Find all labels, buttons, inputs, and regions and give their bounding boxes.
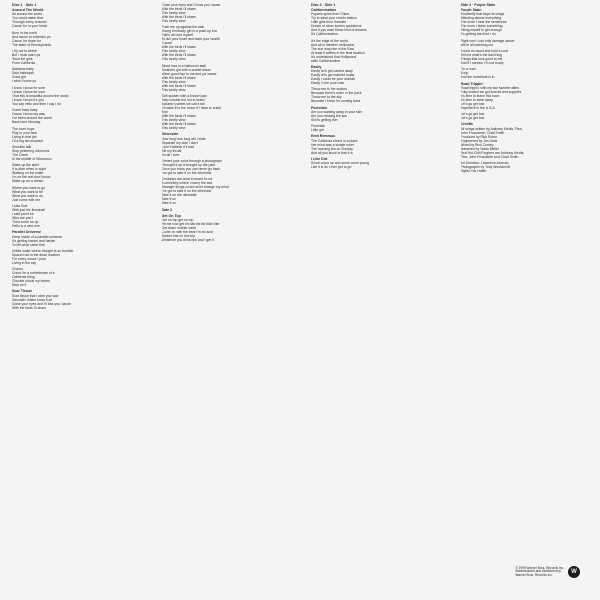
- song-block: [311, 134, 445, 154]
- lyric-line: Cause I'm in your heart: [12, 24, 47, 29]
- lyric-line: Right now I can only damage dance: [460, 38, 515, 43]
- lyric-line: Flea, John Frusciante and Chad Smith: [460, 154, 519, 159]
- lyric-line: I don't believe it's bad: [161, 144, 194, 149]
- lyric-line: Young Kentucky girl in a push-up bra: [161, 29, 217, 34]
- lyric-line: What you want to do: [12, 193, 43, 198]
- song-title: Californication: [311, 8, 337, 12]
- lyric-line: You could make time: [12, 16, 44, 21]
- lyric-line: Easily I'd be your man: [311, 80, 345, 85]
- lyric-line: Once you know you can never go back: [161, 166, 220, 171]
- lyric-line: Play in your face: [12, 130, 38, 135]
- lyric-line: sells Californication: [311, 58, 341, 63]
- lyric-line: The more I hear the sentences: [460, 20, 507, 25]
- lyric-line: This lonely view: [161, 118, 186, 123]
- lyric-line: This lonely view: [161, 87, 186, 92]
- song-title: I Like Dirt: [311, 156, 328, 161]
- lyric-line: With the birds I'll share: [161, 53, 196, 58]
- lyric-line: This lonely view: [161, 57, 186, 62]
- lyric-line: Are you wasting away in your skin: [311, 109, 363, 114]
- column: [461, 3, 595, 596]
- lyric-line: It's Californication: [311, 32, 338, 37]
- lyric-line: I'm a road: [460, 67, 476, 72]
- song-block: [311, 65, 445, 104]
- lyric-line: It's time to leave this town: [460, 93, 500, 98]
- lyric-line: Living in the sky: [12, 260, 37, 265]
- song-block: [12, 8, 146, 228]
- lyric-line: How long how long will I slide: [161, 136, 206, 141]
- lyric-line: That this is beautiful around the world: [12, 93, 69, 98]
- lyric-line: I'll make it to the moon if I have to crawl: [161, 106, 221, 111]
- lyric-line: With the birds I'll share: [161, 45, 196, 50]
- lyric-line: Come on with the beat I'm an acid: [161, 230, 213, 235]
- record-label-logo-icon: [568, 566, 580, 578]
- lyric-line: Her mind was a simple rover: [311, 142, 354, 147]
- lyric-line: A butterfly that flaps its wings: [460, 12, 505, 17]
- lyric-line: I've got to take it on the otherside: [161, 189, 212, 194]
- lyric-line: Step outside but not to brawl: [161, 98, 205, 103]
- song-block: [162, 132, 296, 205]
- lyric-line: Step on it: [12, 283, 27, 288]
- lyric-line: Stranger things could never change my mind: [161, 185, 229, 190]
- disc-side-label: Disc 1 · Side 1: [12, 3, 37, 7]
- lyric-line: I wish I knew ya: [12, 79, 36, 84]
- lyric-line: I know I know for sure: [12, 89, 45, 94]
- lyric-line: But I must warn ya: [12, 52, 41, 57]
- song-block: [162, 214, 296, 242]
- lyric-line: Produced by Rick Rubin: [460, 134, 497, 139]
- lyric-line: John Frusciante, Chad Smith: [460, 130, 505, 135]
- lyric-line: With the birds I'll share: [161, 15, 196, 19]
- lyric-line: I heard your voice through a photograph: [161, 158, 222, 163]
- lyric-line: Sensible talk: [12, 144, 32, 149]
- lyric-line: Try to steal your mind's elation: [311, 16, 357, 21]
- lyric-line: I know I know it's you: [12, 97, 44, 102]
- label-logo-area: [515, 566, 580, 578]
- lyric-line: Through every channel: [12, 20, 47, 25]
- lyric-line: With the birds I'll share: [161, 122, 196, 127]
- lyric-line: Cause I'm down for: [12, 38, 42, 43]
- lyric-line: Affecting almost everything: [460, 16, 502, 21]
- lyric-line: Where you want to go: [12, 185, 45, 190]
- lyric-line: I try not to whine: [12, 48, 37, 53]
- lyric-line: Let's go get lost: [460, 101, 485, 106]
- column: [162, 3, 296, 596]
- logo-letter: W: [571, 569, 577, 575]
- song-title: Scar Tissue: [12, 289, 33, 294]
- lyric-line: With the birds I'll share: [161, 7, 196, 11]
- lyric-line: A cemetery where I marry the sea: [161, 181, 213, 186]
- lyric-line: Cause I know my way: [12, 112, 45, 117]
- song-title: Parallel Universe: [12, 230, 41, 235]
- lyric-line: Good girl: [12, 75, 26, 80]
- song-block: [461, 82, 595, 121]
- lyric-line: And all you know is that it is: [311, 150, 353, 155]
- song-title: Side 2: [161, 207, 173, 212]
- lyric-line: Throw me to the sky: [311, 95, 342, 100]
- lyric-line: It's getting harder and harder: [12, 238, 56, 243]
- lyric-line: Tell me what's the last thing: [460, 52, 502, 57]
- lyric-line: Art Direction: Lawrence Azerrad: [460, 160, 509, 165]
- song-title: Credits: [460, 122, 473, 127]
- lyric-line: And all of western civilization: [311, 42, 355, 47]
- lyric-line: This lonely view: [161, 79, 186, 84]
- copyright-line: Manufactured and distributed by: [515, 569, 561, 574]
- lyric-line: Take it on the otherside: [161, 193, 197, 198]
- lyric-line: Dream of silver screen quotations: [311, 24, 362, 29]
- lyric-line: Wake up on a dream: [12, 179, 44, 184]
- lyric-line: Walking on the water: [12, 171, 44, 176]
- lyric-line: Little girls from Sweden: [311, 20, 347, 25]
- lyric-line: Fallin' all over myself: [161, 33, 193, 38]
- lyric-line: Let's go get lost: [460, 116, 485, 121]
- lyric-line: Skin's getting thin: [311, 117, 338, 122]
- lyric-line: The sun may rise in the East: [311, 46, 354, 51]
- lyric-line: Take it on: [161, 197, 177, 202]
- lyric-line: Let's go get lost: [460, 112, 485, 117]
- lyric-line: Of a big fat nuisance: [12, 138, 44, 143]
- lyric-line: At least it settles in the final location: [311, 50, 365, 55]
- lyric-line: And sworn to entertain ya: [12, 34, 51, 39]
- lyric-line: I've got to take it on the otherside: [161, 170, 212, 175]
- lyric-line: It's time to steal away: [460, 97, 493, 102]
- label-copyright: [515, 567, 564, 578]
- lyric-line: The state of Pennsylvania: [12, 42, 52, 47]
- lyric-line: The Creek: [12, 152, 28, 157]
- lyric-line: Back here Monday: [12, 120, 41, 125]
- copyright-line: Warner Bros. Records Inc.: [515, 573, 553, 578]
- lyric-line: Because I know I'm coming back: [311, 99, 361, 104]
- lyric-line: And if I scream I'm not ready: [460, 60, 504, 65]
- lyric-line: Like it is as I ever get to go: [311, 164, 352, 169]
- lyric-line: Porcelain: [311, 124, 326, 129]
- lyric-line: Knock on wood and hold a cord: [460, 48, 509, 53]
- lyric-line: All around the world: [12, 12, 42, 17]
- lyric-line: This lonely view: [161, 49, 186, 54]
- lyric-line: It's all I ever: [161, 152, 180, 157]
- song-title: Purple Stain: [460, 8, 482, 12]
- lyric-line: To lick your heart and taste your health: [161, 37, 220, 42]
- lyric-line: Easily let's get carried away: [311, 68, 353, 73]
- lyric-line: Bottom line on this trip: [161, 234, 196, 239]
- lyric-line: What you want to be: [12, 189, 43, 194]
- lyric-line: I know I know for sure: [12, 85, 45, 90]
- song-block: [461, 122, 595, 173]
- disc-side-label: Side 2 · Purple Stain: [460, 3, 496, 7]
- song-title: Porcelain: [311, 105, 328, 110]
- lyric-line: Little girl: [311, 128, 324, 133]
- lyric-line: Take it on: [161, 201, 177, 206]
- lyric-line: And if you want these kind of dreams: [311, 28, 367, 33]
- lyric-line: In the middle of Wisconsin: [12, 156, 52, 161]
- lyric-line: Stop pestering Johnsons: [12, 148, 50, 153]
- lyric-line: Photographs by Tony Wooliscroft: [460, 164, 510, 169]
- lyric-line: Southern girl with a scarlet drawl: [161, 67, 211, 72]
- lyric-line: Slit my throat: [161, 148, 182, 153]
- song-title: Otherside: [161, 132, 179, 137]
- lyric-line: Easily let's get married today: [311, 72, 355, 77]
- lyric-line: It is alive when in sight: [12, 167, 46, 172]
- lyric-line: Hit me now get hit nail the fat bitch like: [161, 222, 220, 227]
- lyric-line: Because there's order in the pack: [311, 91, 362, 96]
- song-block: [311, 157, 445, 169]
- lyric-line: Who are you?: [12, 216, 34, 221]
- song-block: [461, 8, 595, 79]
- lyric-line: The lover boys: [12, 126, 35, 131]
- song-block: [311, 106, 445, 133]
- lyric-line: I've been around the world: [12, 116, 52, 121]
- lyric-line: You say hello and then I say I do: [12, 101, 61, 106]
- lyric-line: California thing: [12, 275, 35, 280]
- lyric-line: The morning tea on Sunday: [311, 146, 353, 151]
- disc-side-label: Disc 2 · Side 1: [311, 3, 336, 7]
- lyric-line: Christ I'm a confederate of a: [12, 271, 55, 276]
- lyric-line: This lonely view: [161, 19, 186, 23]
- lyric-line: Chuckie shook my bones: [12, 279, 50, 284]
- lyric-line: 'Cause: [161, 41, 172, 46]
- lyric-line: I thought it up it brought up the past: [161, 162, 215, 167]
- lyric-line: With the birds I'll share: [161, 114, 196, 119]
- lyric-line: Close your eyes and I'll kiss you 'cause: [12, 301, 71, 306]
- lyric-line: This lonely view: [161, 11, 186, 15]
- lyric-line: Psychic spies from China: [311, 12, 350, 17]
- lyric-line: To tell what came first: [12, 242, 45, 247]
- lyric-line: I'm on fire and don't know: [12, 175, 51, 180]
- song-title: Around The World: [12, 8, 44, 12]
- copyright-line: © 1999 Warner Bros. Records Inc.: [515, 565, 564, 570]
- song-block: [162, 208, 296, 212]
- lyric-line: Living in that job: [12, 134, 37, 139]
- lyric-line: Blood loss in a bathroom stall: [161, 63, 206, 68]
- song-title: Get On Top: [161, 213, 181, 218]
- lyric-line: Road trippin' with my two favorite allies: [460, 85, 519, 90]
- lyric-line: Things that look good to me: [460, 56, 503, 61]
- lyric-line: Wake up the spirit: [12, 163, 40, 168]
- lyric-line: Wave good-bye to ma and pa 'cause: [161, 71, 217, 76]
- lyric-line: Mastered by Vlado Meller: [460, 146, 499, 151]
- lyric-line: A trip: [460, 71, 469, 76]
- lyric-line: Some come up and some come young: [311, 160, 370, 165]
- lyric-line: 'Bout the girls: [12, 56, 33, 61]
- lyric-line: It's understood that Hollywood: [311, 54, 357, 59]
- column: [311, 3, 445, 596]
- lyric-line: Anywhere in the U.S.A.: [460, 105, 496, 110]
- lyric-line: Engineered by Jim Scott: [460, 138, 498, 143]
- lyric-line: It's getting hard but I do: [460, 32, 496, 37]
- lyric-line: Sarcastic mister know it all: [12, 297, 52, 302]
- lyric-line: Red Hot Chili Peppers are Anthony Kiedis,: [460, 150, 525, 155]
- lyric-line: All songs written by Anthony Kiedis, Flea,: [460, 126, 523, 131]
- lyric-line: Whatever you think rips and I get it: [161, 238, 214, 243]
- lyric-line: Killing myself to get enough: [460, 28, 502, 33]
- lyric-line: With the birds I'll share: [161, 83, 196, 88]
- lyric-line: Just come with me: [12, 197, 41, 202]
- lyric-line: With the birds I'll share: [161, 75, 196, 80]
- lyric-line: Throw me to the wolves: [311, 87, 347, 92]
- lyric-line: Are you missing the sun: [311, 113, 348, 118]
- lyric-line: Fully loaded we got snacks and supplies: [460, 89, 522, 94]
- lyric-line: With just the Illuminati: [12, 208, 45, 213]
- lyric-line: The more I leave something: [460, 24, 503, 29]
- lyric-line: Born in the north: [12, 30, 38, 35]
- lyric-line: Then come on up: [12, 220, 39, 225]
- lyric-line: Close your eyes and I'll kiss you 'cause: [161, 3, 221, 7]
- lyric-line: Unlike water where thought is so horrible: [12, 248, 74, 253]
- lyric-line: Deep inside of a parallel universe: [12, 234, 63, 239]
- lyric-line: This lonely view: [161, 126, 186, 131]
- song-block: [12, 230, 146, 287]
- lyric-line: Chorus: [12, 267, 23, 272]
- lyric-line: Get down mother earth: [161, 226, 197, 231]
- lyric-line: Autumn's sweet we call it fall: [161, 102, 205, 107]
- lyric-line: Soft spoken with a broken jaw: [161, 94, 207, 99]
- lyric-line: Mixed by Rich Costey: [460, 142, 494, 147]
- lyric-line: And: [161, 110, 168, 115]
- song-block: [162, 3, 296, 130]
- lyric-line: Centuries are what it meant to me: [161, 177, 213, 182]
- lyric-line: Separate my side I don't: [161, 140, 198, 145]
- lyric-line: Easily I could be your woman: [311, 76, 356, 81]
- song-block: [311, 8, 445, 63]
- lyric-line: Stylist: Nic Hoffer: [460, 168, 487, 173]
- lyric-line: Spaced out in the dead reaches: [12, 252, 60, 257]
- song-title: Road Trippin': [460, 81, 484, 86]
- lyric-line: Alabama baby: [12, 67, 34, 72]
- lyric-line: For every ounce I pour: [12, 256, 47, 261]
- lyric-line: Get on top get on top: [161, 218, 194, 223]
- column: [12, 3, 146, 596]
- lyric-line: We're all reaching out: [460, 42, 494, 47]
- lyric-line: Come back baby: [12, 108, 38, 113]
- lyric-line: Scar tissue that I wish you saw: [12, 293, 59, 298]
- lyric-line: I said you'd be: [12, 212, 34, 217]
- lyric-line: From California: [12, 60, 36, 65]
- song-title: Emit Remmus: [311, 134, 335, 139]
- lyric-line: Hello is a new one: [12, 224, 40, 229]
- lyric-line: The California shrine is a place: [311, 138, 358, 143]
- lyric-line: It's the edge of the world: [311, 38, 348, 43]
- lyric-line: I saw God: [12, 204, 28, 209]
- lyric-line: And the heartbeat is in: [460, 75, 495, 80]
- lyric-line: Said hallelujah: [12, 71, 35, 76]
- song-block: [12, 289, 146, 309]
- lyric-line: With the birds I'll share: [12, 305, 47, 310]
- lyric-line: Push me up against the wall: [161, 25, 204, 30]
- song-title: Easily: [311, 64, 322, 69]
